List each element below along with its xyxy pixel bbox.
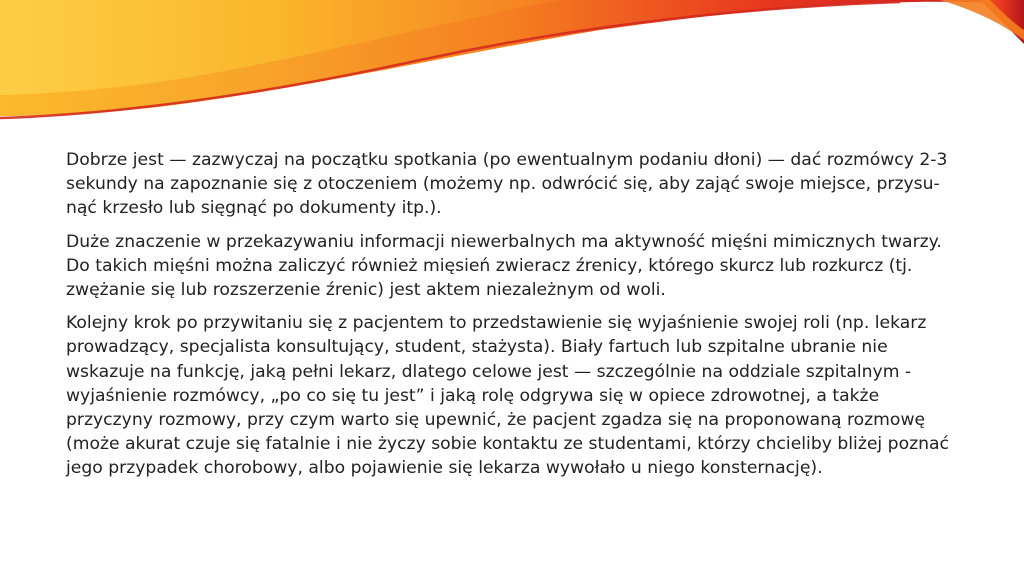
paragraph-1: Dobrze jest — zazwyczaj na początku spotkania (po ewentualnym podaniu dłoni) — dać rozmówcy 2-3 sekundy na zapoznanie się z otoczeniem (możemy np. odwrócić się, aby zająć swoje miejsce, przysu-nąć krzesło lub sięgnąć po dokumenty itp.). bbox=[66, 150, 948, 219]
paragraph-2: Duże znaczenie w przekazywaniu informacji niewerbalnych ma aktywność mięśni mimicznych twarzy. Do takich mięśni można zaliczyć również mięsień zwieracz źrenicy, którego skurcz lub rozkurcz (tj. zwężanie się lub rozszerzenie źrenic) jest aktem niezależnym od woli. bbox=[66, 231, 942, 301]
slide-body bbox=[66, 148, 966, 490]
header-swoosh-decoration bbox=[0, 0, 1024, 150]
paragraph-3: Kolejny krok po przywitaniu się z pacjentem to przedstawienie się wyjaśnienie swojej roli (np. lekarz prowadzący, specjalista konsultujący, student, stażysta). Biały fartuch lub szpitalne ubranie nie wskazuje na funkcję, jaką pełni lekarz, dlatego celowe jest — szczególnie na oddziale szpitalnym - wyjaśnienie rozmówcy, „po co się tu jest” i jaką rolę odgrywa się w opiece zdrowotnej, a także przyczyny rozmowy, przy czym warto się upewnić, że pacjent zgadza się na proponowaną rozmowę (może akurat czuje się fatalnie i nie życzy sobie kontaktu ze studentami, którzy chcieliby bliżej poznać jego przypadek chorobowy, albo pojawienie się lekarza wywołało u niego konsternację). bbox=[66, 313, 949, 479]
